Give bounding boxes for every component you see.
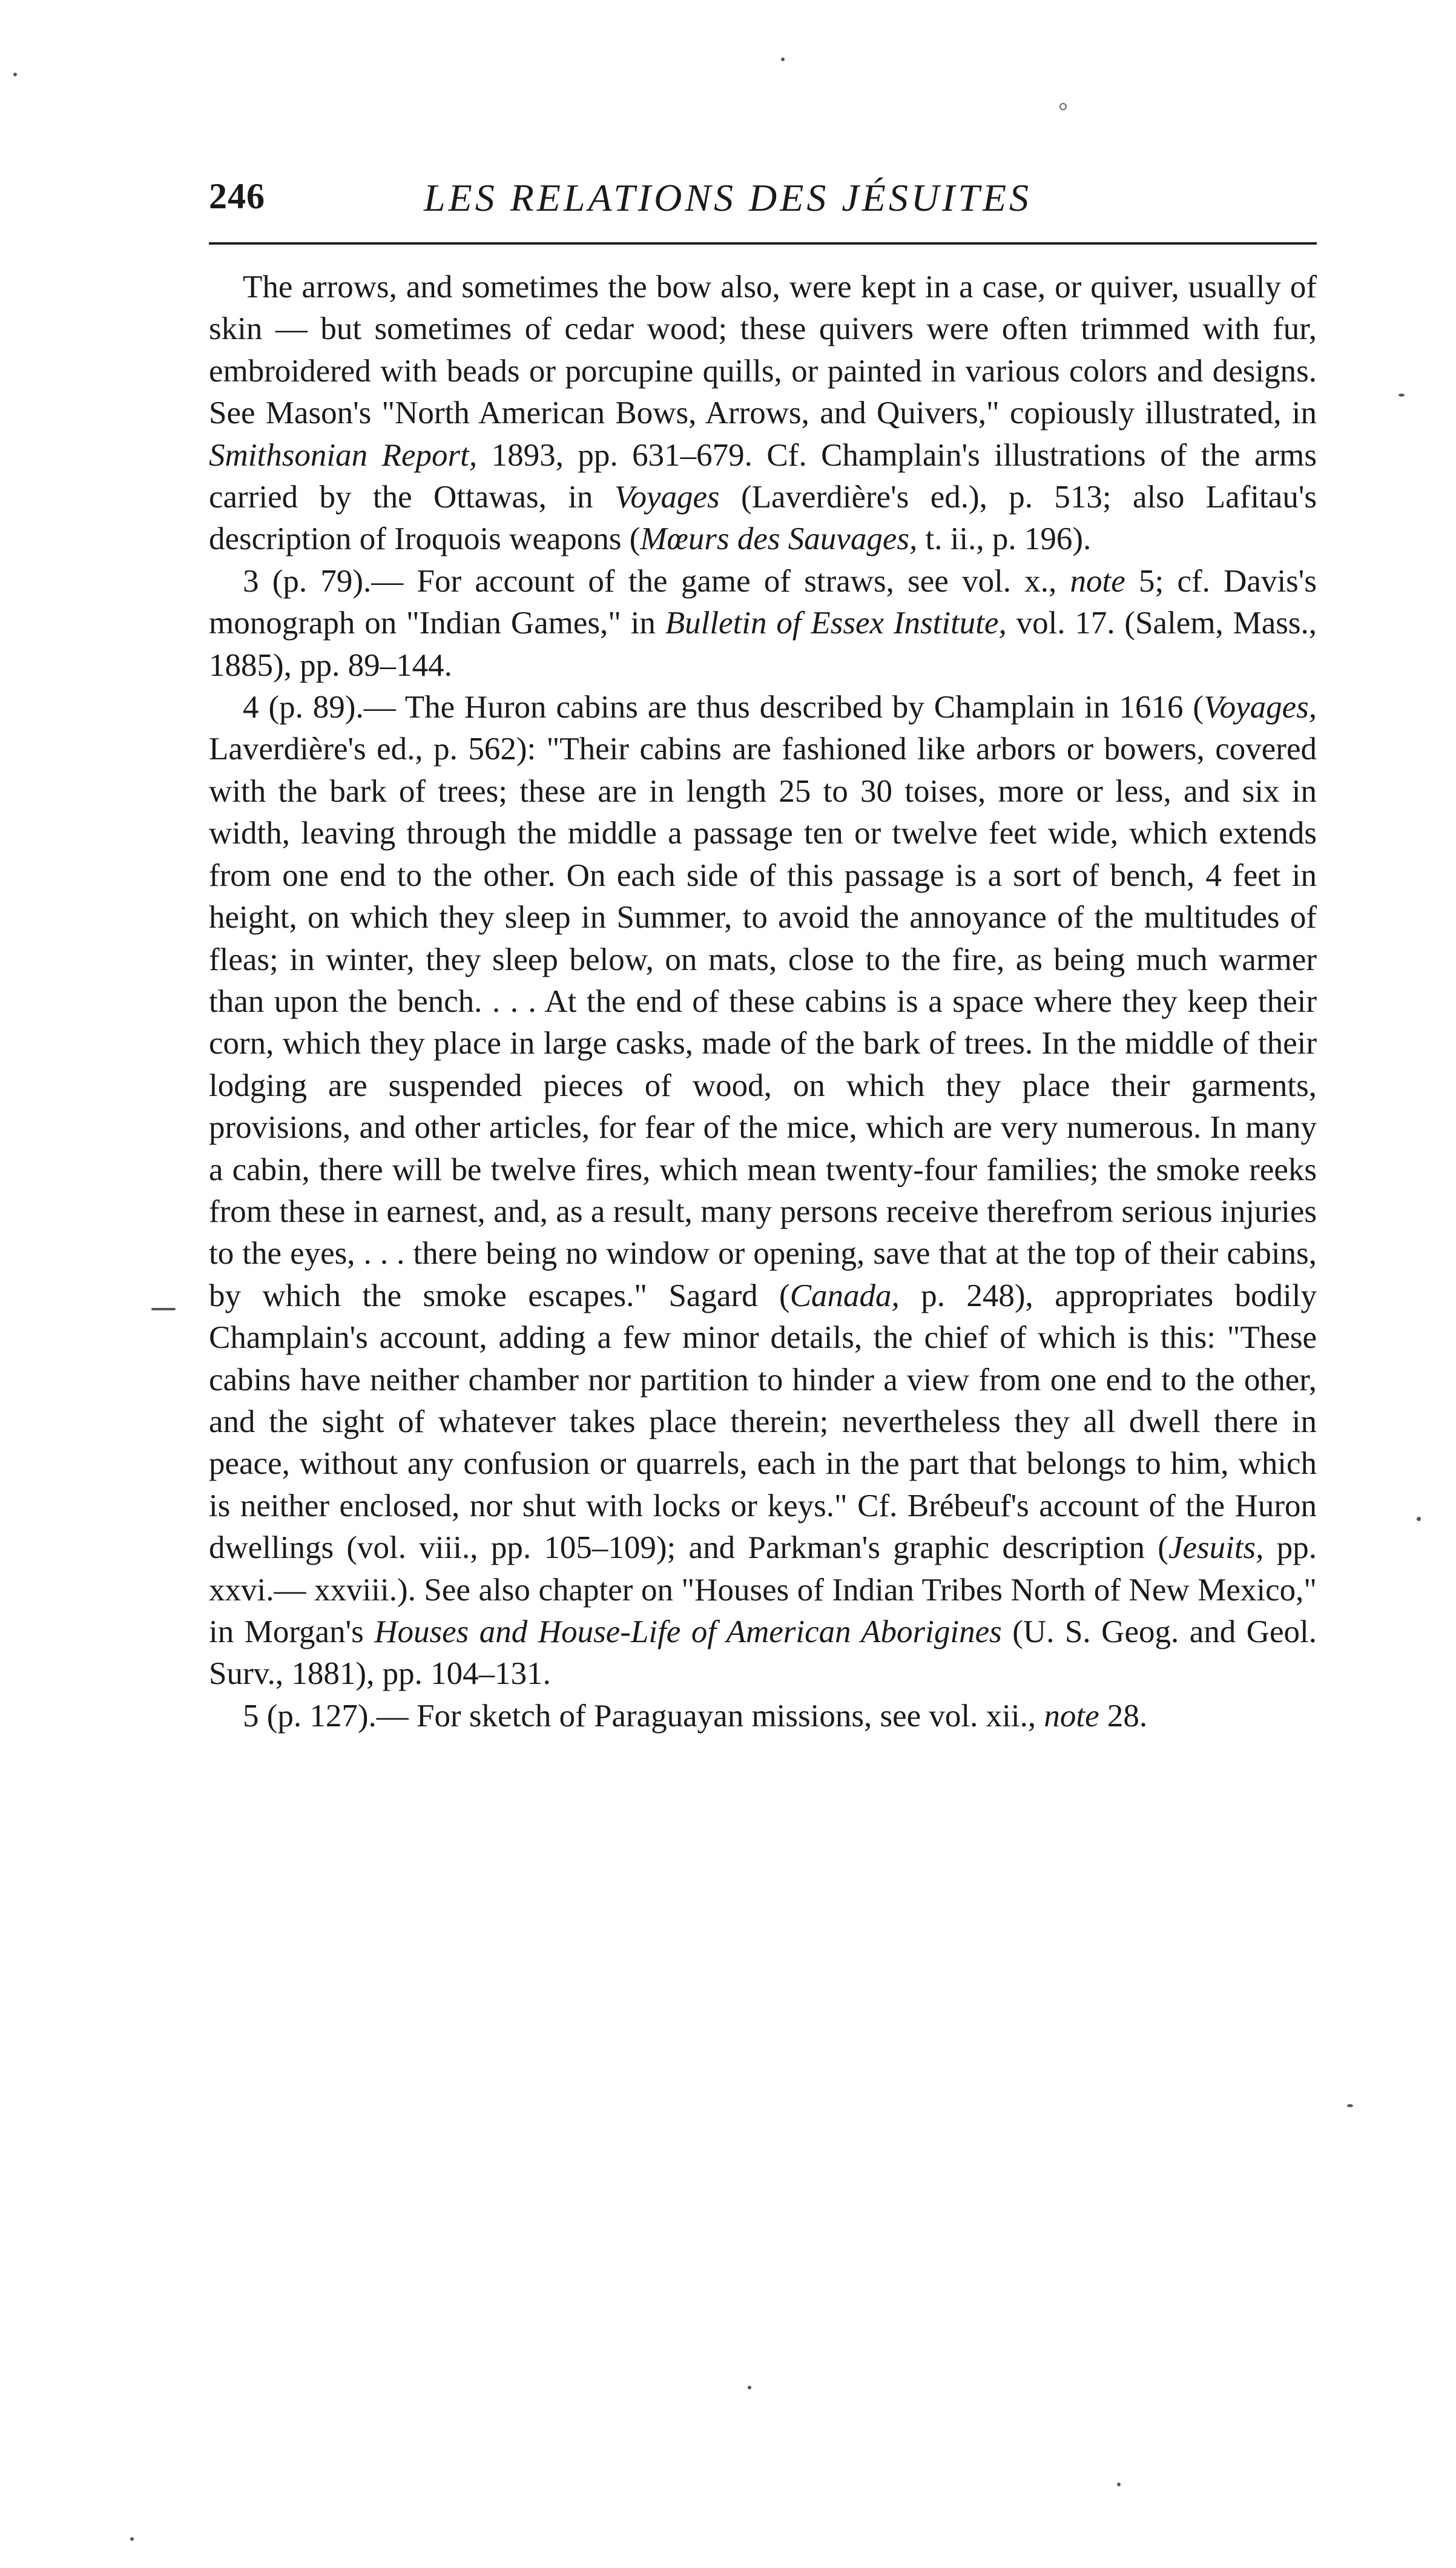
note-text: 28. [1099, 1698, 1148, 1734]
italic-citation: Canada, [789, 1278, 900, 1313]
scan-speck [1059, 103, 1067, 110]
italic-citation: Voyages [614, 480, 720, 515]
italic-citation: note [1044, 1698, 1099, 1734]
scan-speck [1417, 1517, 1421, 1521]
note-text: 3 (p. 79).— For account of the game of straws, see vol. x., [243, 563, 1070, 599]
endnote-note-5 [209, 1695, 1317, 1737]
scan-speck [781, 58, 785, 61]
page-number: 246 [209, 176, 265, 216]
note-text: The arrows, and sometimes the bow also, were kept in a case, or quiver, usually of skin — but sometimes of cedar wood; these quivers were often trimmed with fur, embroidered with beads or porcupine quills, or painted in various colors and designs. See Mason's "North American Bows, Arrows, and Quivers," copiously illustrated, in [209, 269, 1317, 431]
note-text: 4 (p. 89).— The Huron cabins are thus described by Champlain in 1616 ( [243, 690, 1204, 725]
italic-citation: Jesuits, [1168, 1530, 1264, 1566]
endnote-note-4 [209, 687, 1317, 1695]
italic-citation: Mœurs des Sauvages, [640, 521, 918, 557]
page-header [209, 176, 1317, 242]
note-text: 5 (p. 127).— For sketch of Paraguayan missions, see vol. xii., [243, 1698, 1044, 1734]
scan-speck [1117, 2483, 1121, 2486]
italic-citation: Bulletin of Essex Institute, [665, 606, 1007, 641]
italic-citation: Houses and House-Life of American Aborigines [374, 1614, 1002, 1649]
note-text: (U. S. Geog. and Geol. Surv., 1881), pp. 104–131. [209, 1614, 1317, 1692]
scan-speck [13, 73, 17, 76]
scan-speck [130, 2537, 134, 2541]
note-text: Laverdière's ed., p. 562): "Their cabins are fashioned like arbors or bowers, covered with the bark of trees; these are in length 25 to 30 toises, more or less, and six in width, leaving through the middle a passage ten or twelve feet wide, which extends from one end to the other. On each side of this passage is a sort of bench, 4 feet in height, on which they sleep in Summer, to avoid the annoyance of the multitudes of fleas; in winter, they sleep below, on mats, close to the fire, as being much warmer than upon the bench. . . . At the end of these cabins is a space where they keep their corn, which they place in large casks, made of the bark of trees. In the middle of their lodging are suspended pieces of wood, on which they place their garments, provisions, and other articles, for fear of the mice, which are very numerous. In many a cabin, there will be twelve fires, which mean twenty-four families; the smoke reeks from these in earnest, and, as a result, many persons receive therefrom serious injuries to the eyes, . . . there being no window or opening, save that at the top of their cabins, by which the smoke escapes." Sagard ( [209, 731, 1317, 1313]
note-text: 5; cf. Davis's monograph on "Indian Games," in [209, 563, 1317, 641]
note-text: (Laverdière's ed.), p. 513; also Lafitau's description of Iroquois weapons ( [209, 480, 1317, 557]
note-text: pp. xxvi.— xxviii.). See also chapter on "Houses of Indian Tribes North of New Mexico," in Morgan's [209, 1530, 1317, 1649]
scan-speck [1398, 394, 1405, 397]
note-text: 1893, pp. 631–679. Cf. Champlain's illustrations of the arms carried by the Ottawas, in [209, 437, 1317, 515]
endnote-arrows [209, 266, 1317, 561]
endnote-note-3 [209, 561, 1317, 687]
note-text: p. 248), appropriates bodily Champlain's account, adding a few minor details, the chief of which is this: "These cabins have neither chamber nor partition to hinder a view from one end to the other, and the sight of whatever takes place therein; nevertheless they all dwell there in peace, without any confusion or quarrels, each in the part that belongs to him, which is neither enclosed, nor shut with locks or keys." Cf. Brébeuf's account of the Huron dwellings (vol. viii., pp. 105–109); and Parkman's graphic description ( [209, 1278, 1317, 1566]
running-title: LES RELATIONS DES JÉSUITES [424, 176, 1032, 219]
note-text: t. ii., p. 196). [917, 521, 1092, 557]
endnotes-body [209, 266, 1317, 1737]
header-rule [209, 242, 1317, 245]
italic-citation: Smithsonian Report, [209, 437, 478, 473]
italic-citation: Voyages, [1204, 690, 1317, 725]
italic-citation: note [1070, 563, 1125, 599]
note-text: vol. 17. (Salem, Mass., 1885), pp. 89–144. [209, 606, 1317, 683]
scan-speck [748, 2386, 751, 2389]
scan-speck [151, 1308, 176, 1310]
scan-speck [1347, 2104, 1353, 2107]
